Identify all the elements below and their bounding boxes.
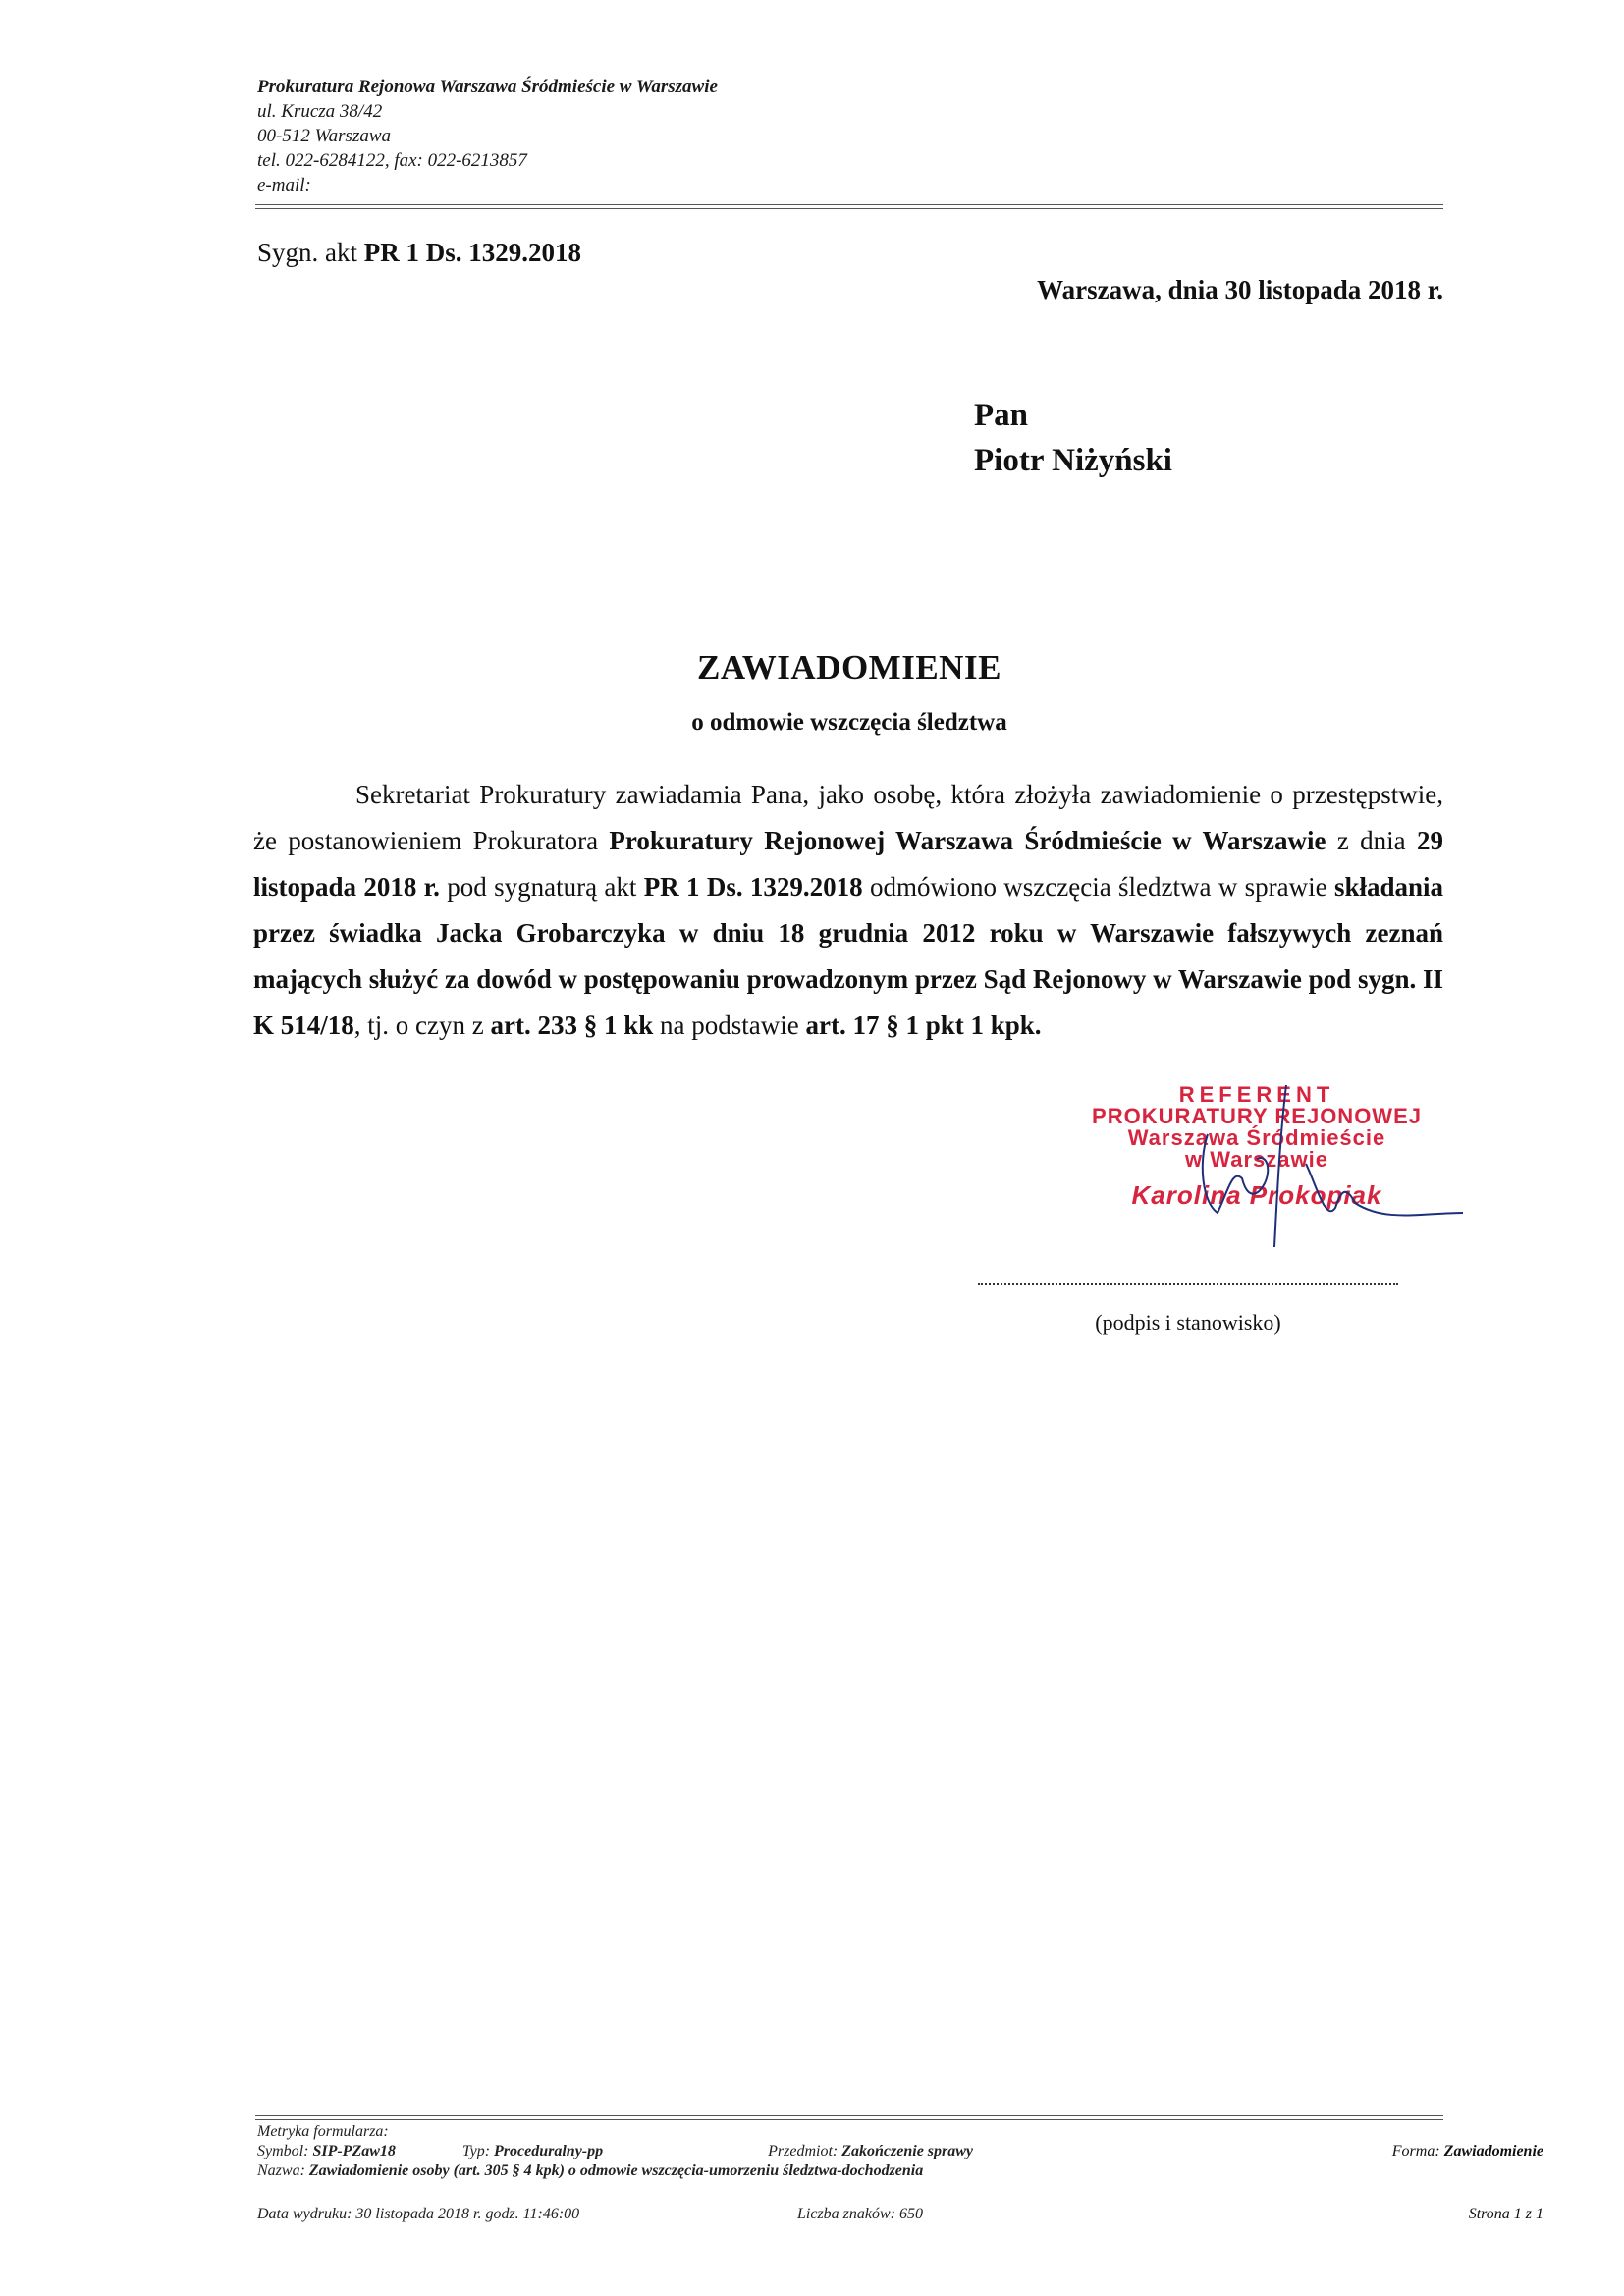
stamp-name: Karolina Prokopiak: [1131, 1180, 1382, 1210]
footer-forma-value: Zawiadomienie: [1443, 2143, 1543, 2159]
footer-symbol-row: [257, 2143, 973, 2160]
footer-przedmiot-label: Przedmiot:: [768, 2143, 839, 2159]
footer-nazwa-row: [257, 2162, 923, 2180]
handwritten-signature: [1060, 1075, 1473, 1252]
footer-char-count: Liczba znaków: 650: [797, 2206, 923, 2222]
office-city: 00-512 Warszawa: [257, 126, 392, 146]
document-title: ZAWIADOMIENIE: [697, 648, 1001, 686]
footer-rule: [255, 2115, 1443, 2120]
footer-forma: [1392, 2143, 1543, 2160]
body-bold-case-number: PR 1 Ds. 1329.2018: [643, 872, 863, 902]
header-rule: [255, 204, 1443, 209]
date-line: [1037, 275, 1443, 305]
stamp-line-2: PROKURATURY REJONOWEJ: [1092, 1104, 1422, 1128]
footer-nazwa-label: Nazwa:: [257, 2162, 305, 2179]
body-text-1: Sekretariat Prokuratury zawiadamia Pana, jako osobę, która złożyła zawiadomienie o przestępstwie, że postanowieniem Prokuratora: [253, 780, 1443, 855]
office-email: e-mail:: [257, 175, 311, 195]
addressee-name: Piotr Niżyński: [974, 443, 1172, 478]
footer-typ-value: Proceduralny-pp: [494, 2143, 604, 2159]
stamp-line-4: w Warszawie: [1185, 1147, 1328, 1172]
institution-name: Prokuratura Rejonowa Warszawa Śródmieście w Warszawie: [257, 77, 718, 97]
office-street: ul. Krucza 38/42: [257, 101, 383, 122]
footer-symbol-label: Symbol:: [257, 2143, 309, 2159]
office-contact: tel. 022-6284122, fax: 022-6213857: [257, 150, 527, 171]
body-bold-prosecutor-office: Prokuratury Rejonowej Warszawa Śródmieście w Warszawie: [609, 826, 1326, 855]
body-text-2: z dnia: [1326, 826, 1417, 855]
stamp-line-3: Warszawa Śródmieście: [1127, 1125, 1386, 1150]
footer-typ-label: Typ:: [461, 2143, 491, 2159]
addressee: [974, 393, 1172, 483]
notification-body: [253, 772, 1443, 1049]
signature-caption: (podpis i stanowisko): [1095, 1310, 1281, 1335]
addressee-salutation: Pan: [974, 398, 1029, 433]
case-reference: [257, 238, 581, 268]
body-text-4: odmówiono wszczęcia śledztwa w sprawie: [862, 872, 1334, 902]
body-bold-article-kk: art. 233 § 1 kk: [490, 1011, 654, 1040]
footer-przedmiot-value: Zakończenie sprawy: [841, 2143, 974, 2159]
footer-forma-label: Forma:: [1391, 2143, 1440, 2159]
body-text-5: , tj. o czyn z: [353, 1011, 491, 1040]
date-value: 30 listopada 2018 r.: [1224, 275, 1443, 304]
footer-print-date: Data wydruku: 30 listopada 2018 r. godz. 11:46:00: [257, 2206, 580, 2222]
body-bold-article-kpk: art. 17 § 1 pkt 1 kpk.: [805, 1011, 1042, 1040]
case-reference-label: Sygn. akt: [257, 238, 358, 267]
stamp-line-1: REFERENT: [1178, 1082, 1335, 1107]
office-header: [257, 75, 718, 197]
footer-metryka: Metryka formularza:: [257, 2123, 389, 2140]
body-bold-decision-date: 29 listopada 2018 r.: [253, 826, 1443, 902]
footer-page-number: Strona 1 z 1: [1468, 2206, 1543, 2222]
document-subtitle: o odmowie wszczęcia śledztwa: [691, 709, 1007, 736]
body-text-3: pod sygnaturą akt: [439, 872, 644, 902]
date-prefix: Warszawa, dnia: [1037, 275, 1218, 304]
footer-nazwa-value: Zawiadomienie osoby (art. 305 § 4 kpk) o odmowie wszczęcia-umorzeniu śledztwa-dochodzenia: [308, 2162, 924, 2179]
body-bold-case-subject: składania przez świadka Jacka Grobarczyka w dniu 18 grudnia 2012 roku w Warszawie fałszywych zeznań mających służyć za dowód w postępowaniu prowadzonym przez Sąd Rejonowy w Warszawie pod sygn. II K 514/18: [253, 872, 1443, 1040]
body-text-6: na podstawie: [653, 1011, 806, 1040]
case-reference-value: PR 1 Ds. 1329.2018: [363, 238, 582, 267]
signature-line: [978, 1283, 1398, 1285]
footer-symbol-value: SIP-PZaw18: [312, 2143, 396, 2159]
